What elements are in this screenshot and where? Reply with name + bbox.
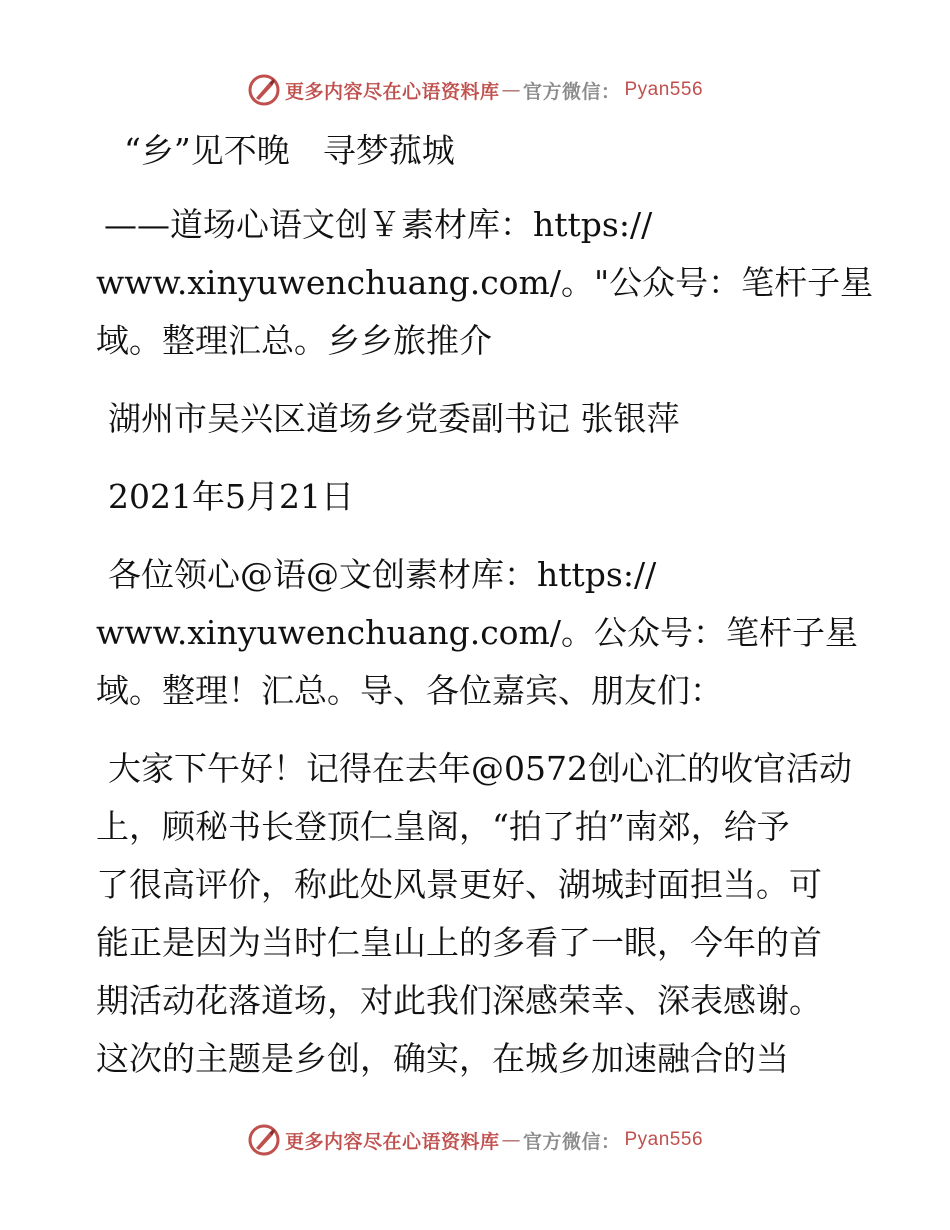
body-line-5: 期活动花落道场，对此我们深感荣幸、深表感谢。 (96, 981, 822, 1020)
watermark-dash: — (501, 79, 521, 101)
watermark-main-text: 更多内容尽在心语资料库 (284, 1130, 500, 1153)
body-line-3: 了很高评价，称此处风景更好、湖城封面担当。可 (96, 865, 822, 904)
watermark-main-text: 更多内容尽在心语资料库 (284, 80, 500, 103)
watermark-wechat-label: 官方微信： (522, 1130, 621, 1153)
watermark-wechat-label: 官方微信： (522, 80, 621, 103)
source-line-1: ——道场心语文创￥素材库：https:// (104, 205, 653, 244)
greeting-line-2: www.xinyuwenchuang.com/。公众号：笔杆子星 (96, 613, 858, 652)
source-line-2: www.xinyuwenchuang.com/。"公众号：笔杆子星 (96, 263, 874, 302)
watermark-wechat-id: Pyan556 (624, 1129, 704, 1150)
watermark-header (0, 70, 950, 110)
document-title: “乡”见不晚 寻梦菰城 (124, 131, 455, 170)
body-line-6: 这次的主题是乡创，确实，在城乡加速融合的当 (96, 1039, 789, 1078)
body-line-2: 上，顾秘书长登顶仁皇阁，“拍了拍”南郊，给予 (96, 807, 790, 846)
pen-logo-icon (247, 1123, 281, 1157)
date-line: 2021年5月21日 (108, 477, 354, 516)
greeting-line-1: 各位领心@语@文创素材库：https:// (108, 555, 657, 594)
pen-logo-icon (247, 73, 281, 107)
body-line-1: 大家下午好！记得在去年@0572创心汇的收官活动 (108, 749, 852, 788)
source-line-3: 域。整理汇总。乡乡旅推介 (96, 321, 492, 360)
document-body (96, 122, 874, 1088)
watermark-footer (0, 1120, 950, 1160)
author-line: 湖州市吴兴区道场乡党委副书记 张银萍 (108, 399, 680, 438)
watermark-wechat-id: Pyan556 (624, 79, 704, 100)
watermark-dash: — (501, 1129, 521, 1151)
body-line-4: 能正是因为当时仁皇山上的多看了一眼，今年的首 (96, 923, 822, 962)
greeting-line-3: 域。整理！汇总。导、各位嘉宾、朋友们： (96, 671, 723, 710)
